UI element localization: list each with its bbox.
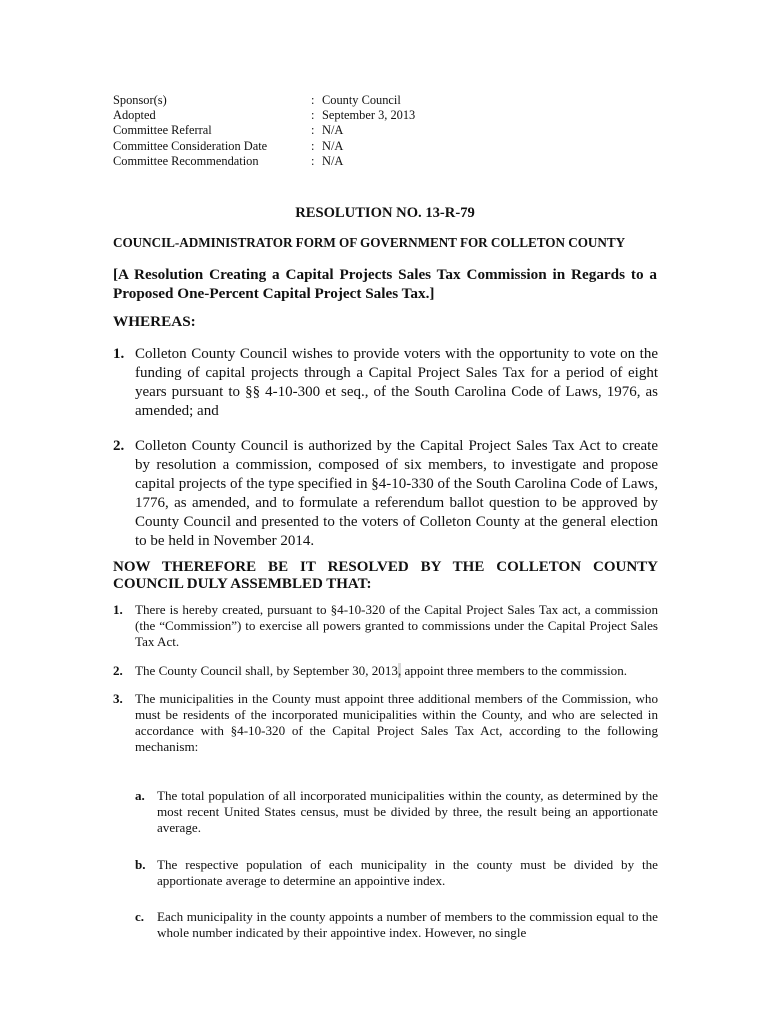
metadata-row-sponsor bbox=[113, 93, 415, 108]
metadata-colon: : bbox=[311, 138, 315, 153]
resolution-item bbox=[113, 691, 658, 756]
metadata-colon: : bbox=[311, 153, 315, 168]
item-text: Colleton County Council wishes to provide voters with the opportunity to vote on the funding of capital projects through a Capital Project Sales Tax for a period of eight years pursuant to §§ 4-10-300 et seq., of the South Carolina Code of Laws, 1976, as amended; and bbox=[135, 346, 658, 419]
item-number: 1. bbox=[113, 346, 125, 362]
sublist-label: c. bbox=[135, 909, 145, 925]
sublist-text: Each municipality in the county appoints a number of members to the commission equal to the whole number indicated by their appointive index. However, no single bbox=[157, 909, 658, 941]
metadata-label: Committee Consideration Date bbox=[113, 138, 268, 153]
metadata-label: Committee Recommendation bbox=[113, 153, 259, 168]
item-text bbox=[135, 663, 658, 679]
resolved-heading: NOW THEREFORE BE IT RESOLVED BY THE COLLETON COUNTY bbox=[113, 559, 658, 575]
resolution-description: [A Resolution Creating a Capital Projects Sales Tax Commission in Regards to a Proposed One-Percent Capital Project Sales Tax.] bbox=[113, 266, 657, 302]
sublist-label: a. bbox=[135, 788, 145, 803]
metadata-table bbox=[113, 93, 415, 169]
sublist-text: The respective population of each municipality in the county must be divided by the apportionate average to determine an appointive index. bbox=[157, 856, 658, 888]
metadata-value: N/A bbox=[322, 138, 344, 153]
sublist-label: b. bbox=[135, 856, 146, 872]
resolved-heading-line2: COUNCIL DULY ASSEMBLED THAT: bbox=[113, 576, 372, 592]
metadata-value: N/A bbox=[322, 153, 344, 168]
metadata-colon: : bbox=[311, 123, 315, 138]
whereas-item bbox=[113, 437, 658, 551]
item-number: 2. bbox=[113, 662, 123, 678]
metadata-row-committee-referral bbox=[113, 123, 415, 138]
metadata-label: Adopted bbox=[113, 108, 156, 123]
item-text: There is hereby created, pursuant to §4-10-320 of the Capital Project Sales Tax act, a commission (the “Commission”) to exercise all powers granted to commissions under the Capital Project Sales Tax Act. bbox=[135, 602, 658, 650]
item-text: The municipalities in the County must appoint three additional members of the Commission, who must be residents of the incorporated municipalities within the County, and who are selected in accordance with §4-10-320 of the Capital Project Sales Tax Act, according to the following mechanism: bbox=[135, 690, 658, 755]
metadata-row-consideration-date bbox=[113, 139, 415, 154]
metadata-colon: : bbox=[311, 108, 315, 123]
resolution-item bbox=[113, 663, 658, 679]
resolution-list bbox=[113, 602, 658, 768]
sublist-text: The total population of all incorporated municipalities within the county, as determined by the most recent United States census, must be divided by three, the result being an apportionate average. bbox=[157, 788, 658, 836]
sublist-item bbox=[135, 788, 658, 837]
whereas-item bbox=[113, 345, 658, 421]
whereas-list bbox=[113, 345, 658, 567]
highlighted-comma: , bbox=[397, 662, 402, 678]
metadata-row-adopted bbox=[113, 108, 415, 123]
metadata-value: N/A bbox=[322, 123, 344, 138]
item-number: 3. bbox=[113, 690, 123, 706]
item-text-part: The County Council shall, by September 30, 2013 bbox=[135, 662, 398, 678]
metadata-label: Sponsor(s) bbox=[113, 93, 167, 107]
resolution-item bbox=[113, 602, 658, 651]
mechanism-sublist bbox=[135, 788, 658, 961]
metadata-label: Committee Referral bbox=[113, 123, 212, 138]
resolution-subtitle: COUNCIL-ADMINISTRATOR FORM OF GOVERNMENT FOR COLLETON COUNTY bbox=[113, 235, 626, 250]
resolution-title: RESOLUTION NO. 13-R-79 bbox=[295, 205, 475, 221]
sublist-item bbox=[135, 909, 658, 941]
item-text: Colleton County Council is authorized by the Capital Project Sales Tax Act to create by resolution a commission, composed of six members, to investigate and propose capital projects of the type specified in §4-10-330 of the South Carolina Code of Laws, 1776, as amended, and to formulate a referendum ballot question to be approved by County Council and presented to the voters of Colleton County at the general election to be held in November 2014. bbox=[135, 438, 658, 549]
item-text-part: appoint three members to the commission. bbox=[401, 662, 628, 678]
metadata-value: County Council bbox=[322, 93, 401, 107]
metadata-colon: : bbox=[311, 93, 315, 107]
sublist-item bbox=[135, 857, 658, 889]
item-number: 1. bbox=[113, 602, 123, 617]
metadata-value: September 3, 2013 bbox=[322, 108, 416, 123]
metadata-row-recommendation bbox=[113, 154, 415, 169]
item-number: 2. bbox=[113, 438, 125, 454]
whereas-heading: WHEREAS: bbox=[113, 313, 196, 330]
